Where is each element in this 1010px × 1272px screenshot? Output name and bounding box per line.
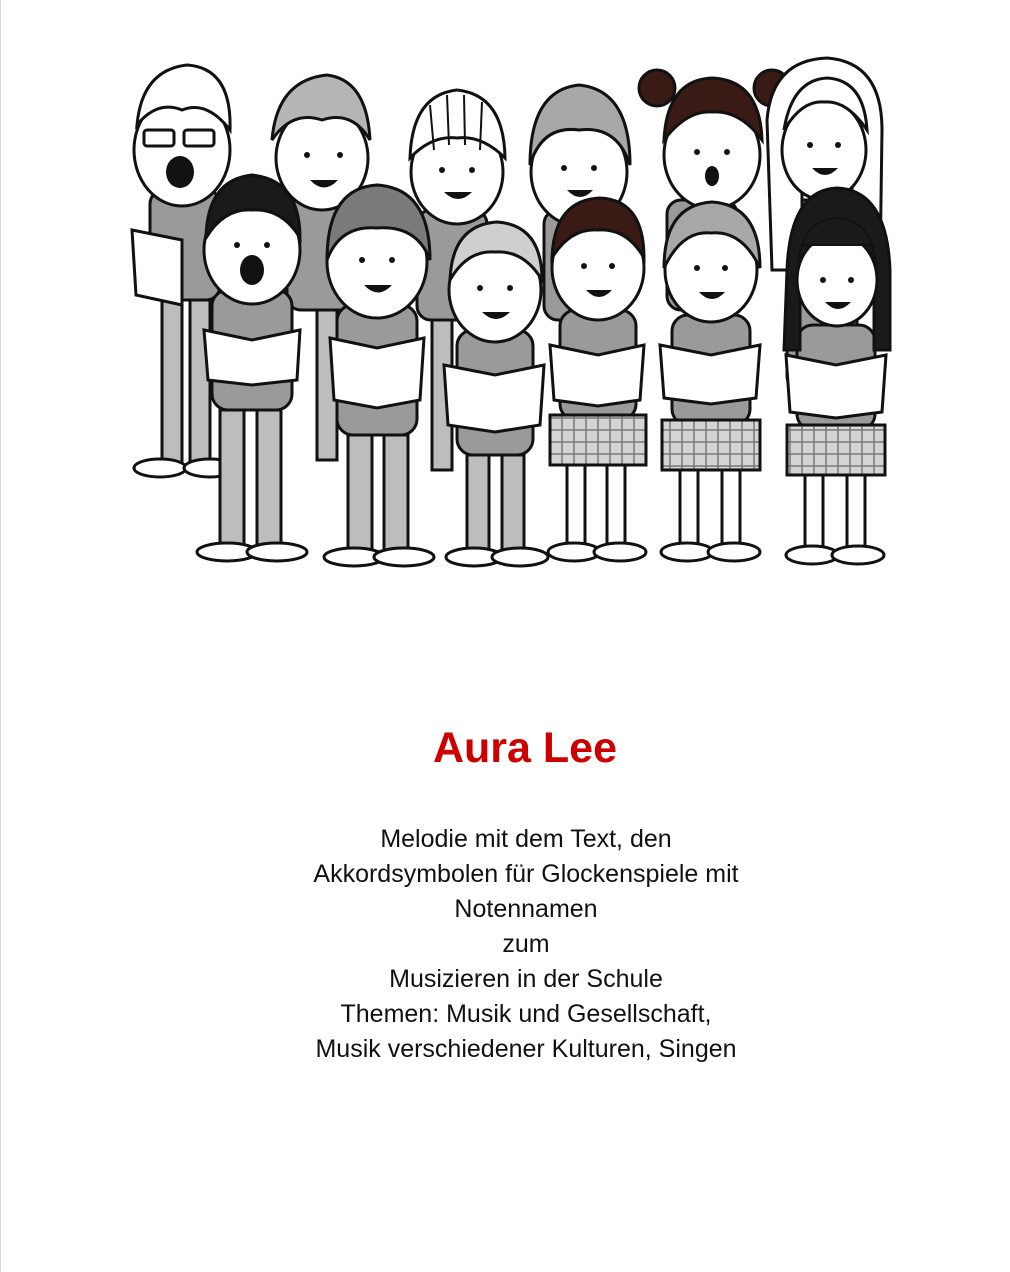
description-line: Notennamen bbox=[454, 895, 598, 923]
choir-children-illustration bbox=[112, 40, 912, 580]
description-line: Themen: Musik und Gesellschaft, bbox=[340, 1000, 712, 1028]
page-edge bbox=[0, 0, 1, 1272]
singer-front-5 bbox=[660, 202, 760, 561]
singer-front-2 bbox=[324, 185, 434, 566]
description-line: Musik verschiedener Kulturen, Singen bbox=[315, 1035, 737, 1063]
description-line: Melodie mit dem Text, den bbox=[380, 825, 672, 853]
singer-front-1 bbox=[197, 175, 307, 561]
document-description bbox=[0, 822, 1010, 1067]
singer-front-4 bbox=[548, 198, 646, 561]
description-line: Akkordsymbolen für Glockenspiele mit bbox=[313, 860, 739, 888]
description-line: zum bbox=[502, 930, 550, 958]
description-line: Musizieren in der Schule bbox=[389, 965, 663, 993]
singer-front-3 bbox=[444, 222, 548, 566]
document-title: Aura Lee bbox=[432, 724, 617, 772]
singer-front-6 bbox=[784, 188, 890, 564]
